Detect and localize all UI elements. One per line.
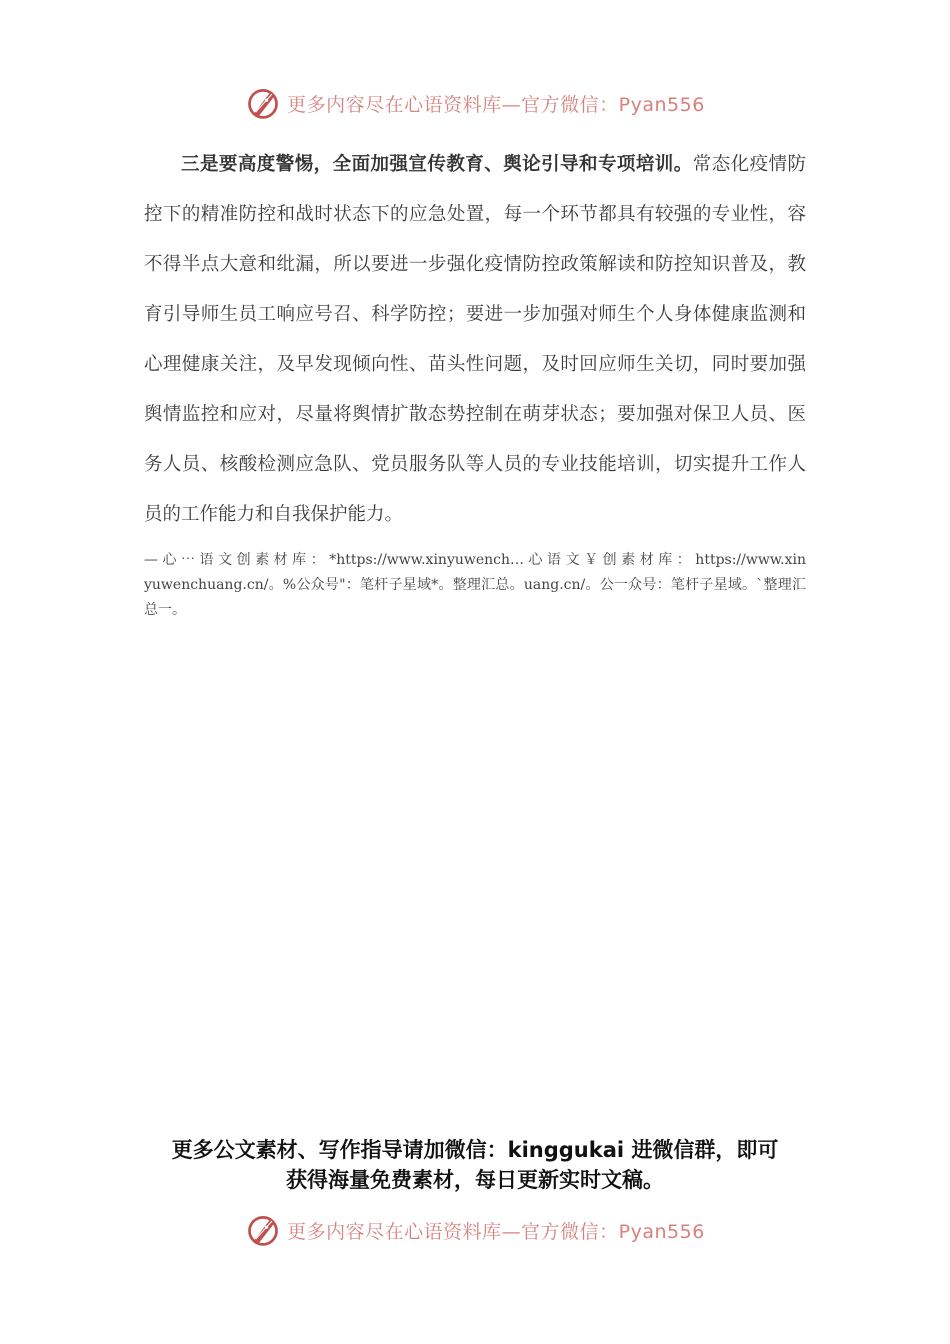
promo-text — [0, 1135, 950, 1195]
document-body — [144, 140, 806, 540]
footer-banner-label: 更多内容尽在心语资料库—官方微信： — [287, 1220, 619, 1243]
header-banner-text — [287, 90, 705, 117]
watermark-line: — 心 ⋯ 语 文 创 素 材 库 ： *https://www.xinyuwench… 心 语 文 ￥ 创 素 材 库 ： https://www.xinyuwenchuang.cn/。%公众号"：笔杆子星域*。整理汇总。uang.cn/。公一众号：笔杆子星域。`整理汇总一。 — [144, 552, 806, 618]
paragraph-lead: 三是要高度警惕，全面加强宣传教育、舆论引导和专项培训。 — [181, 154, 693, 175]
header-wechat-id: Pyan556 — [618, 93, 705, 116]
footer-banner-text — [287, 1217, 705, 1244]
fountain-pen-logo-icon — [245, 1212, 281, 1248]
header-banner — [0, 83, 950, 123]
promo-line-1: 更多公文素材、写作指导请加微信：kinggukai 进微信群，即可 — [171, 1138, 779, 1162]
fountain-pen-logo-icon — [245, 85, 281, 121]
promo-line-2: 获得海量免费素材，每日更新实时文稿。 — [286, 1168, 664, 1192]
footer-banner — [0, 1210, 950, 1250]
paragraph-body: 常态化疫情防控下的精准防控和战时状态下的应急处置，每一个环节都具有较强的专业性，容不得半点大意和纰漏，所以要进一步强化疫情防控政策解读和防控知识普及，教育引导师生员工响应号召、科学防控；要进一步加强对师生个人身体健康监测和心理健康关注，及早发现倾向性、苗头性问题，及时回应师生关切，同时要加强舆情监控和应对，尽量将舆情扩散态势控制在萌芽状态；要加强对保卫人员、医务人员、核酸检测应急队、党员服务队等人员的专业技能培训，切实提升工作人员的工作能力和自我保护能力。 — [144, 154, 806, 525]
paragraph — [144, 140, 806, 540]
footer-wechat-id: Pyan556 — [618, 1220, 705, 1243]
header-banner-label: 更多内容尽在心语资料库—官方微信： — [287, 93, 619, 116]
